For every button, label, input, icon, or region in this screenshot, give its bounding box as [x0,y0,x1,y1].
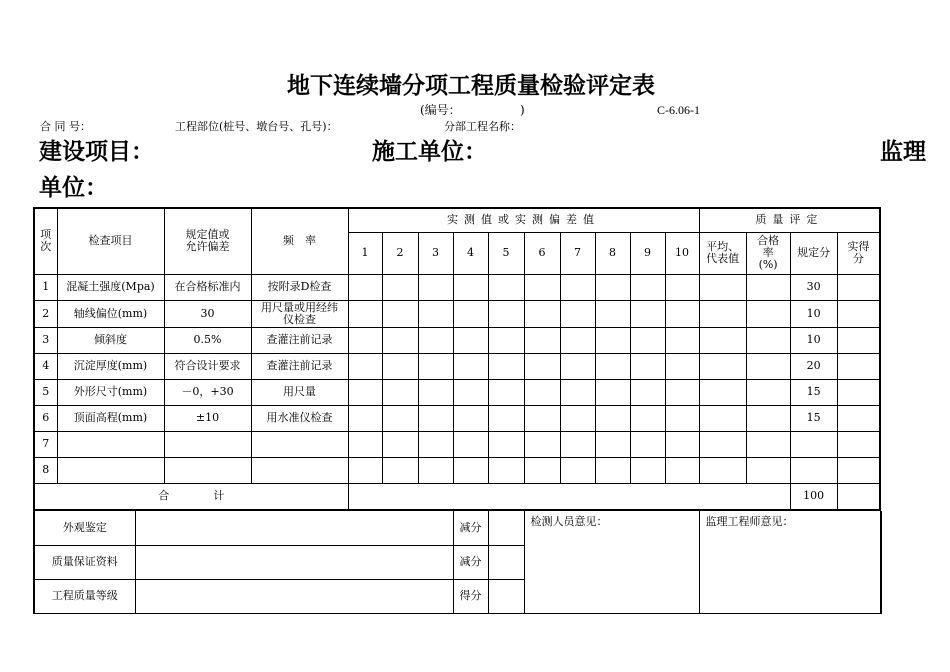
grade-score-label: 得分 [453,579,488,613]
header-spec: 规定值或 允许偏差 [164,208,251,274]
total-actual [837,483,880,510]
contractor-label: 施工单位： [372,139,487,165]
header-point-7: 7 [560,232,595,274]
row-no: 3 [34,327,57,353]
supervisor-label-cont: 单位： [39,175,108,201]
table-row [34,274,880,300]
actual-score-cell[interactable] [837,274,880,300]
measured-cell[interactable] [665,379,699,405]
supervisor-label: 监理 [880,139,926,165]
inspector-opinion[interactable]: 检测人员意见： [524,511,699,613]
row-freq: 用水准仪检查 [251,405,348,431]
measured-cell[interactable] [418,300,453,327]
quality-docs-label: 质量保证资料 [34,545,135,579]
measured-cell[interactable] [665,274,699,300]
row-no: 1 [34,274,57,300]
measured-cell[interactable] [595,379,630,405]
measured-cell[interactable] [595,353,630,379]
header-point-2: 2 [382,232,418,274]
pass-rate-cell[interactable] [746,327,790,353]
row-freq: 查灌注前记录 [251,353,348,379]
measured-cell[interactable] [524,353,560,379]
measured-cell[interactable] [453,431,488,457]
measured-cell[interactable] [348,300,382,327]
total-score: 100 [790,483,837,510]
header-point-1: 1 [348,232,382,274]
measured-cell[interactable] [418,327,453,353]
row-spec-score: 10 [790,327,837,353]
measured-cell[interactable] [524,327,560,353]
header-point-3: 3 [418,232,453,274]
contract-no-label: 合 同 号： [40,120,91,133]
measured-cell[interactable] [524,300,560,327]
table-row [34,405,880,431]
measured-cell[interactable] [524,274,560,300]
pass-rate-cell[interactable] [746,405,790,431]
row-spec-score: 30 [790,274,837,300]
measured-cell[interactable] [348,431,382,457]
measured-cell[interactable] [348,327,382,353]
pass-rate-cell[interactable] [746,457,790,483]
measured-cell[interactable] [453,300,488,327]
measured-cell[interactable] [560,379,595,405]
header-point-9: 9 [630,232,665,274]
measured-cell[interactable] [348,405,382,431]
header-quality: 质量评定 [699,208,880,232]
subproject-label: 分部工程名称： [444,120,521,133]
measured-cell[interactable] [665,353,699,379]
header-point-4: 4 [453,232,488,274]
row-item: 沉淀厚度(mm) [57,353,164,379]
measured-cell[interactable] [665,300,699,327]
row-spec: 在合格标准内 [164,274,251,300]
measured-cell[interactable] [595,300,630,327]
measured-cell[interactable] [560,327,595,353]
row-spec [164,457,251,483]
row-spec: 符合设计要求 [164,353,251,379]
pass-rate-cell[interactable] [746,274,790,300]
row-no: 6 [34,405,57,431]
row-no: 2 [34,300,57,327]
measured-cell[interactable] [488,300,524,327]
total-blank [348,483,790,510]
measured-cell[interactable] [630,300,665,327]
measured-cell[interactable] [665,405,699,431]
inspection-table [33,207,881,511]
measured-cell[interactable] [560,353,595,379]
measured-cell[interactable] [382,353,418,379]
row-freq: 用尺量或用经纬仪检查 [251,300,348,327]
header-avg: 平均、 代表值 [699,232,746,274]
measured-cell[interactable] [382,379,418,405]
measured-cell[interactable] [348,274,382,300]
supervisor-opinion[interactable]: 监理工程师意见： [699,511,881,613]
grade-score-value[interactable] [488,579,524,613]
row-no: 7 [34,431,57,457]
avg-cell[interactable] [699,327,746,353]
measured-cell[interactable] [418,405,453,431]
measured-cell[interactable] [630,457,665,483]
actual-score-cell[interactable] [837,353,880,379]
avg-cell[interactable] [699,431,746,457]
appearance-deduct-label: 减分 [453,511,488,545]
row-item: 轴线偏位(mm) [57,300,164,327]
pass-rate-cell[interactable] [746,353,790,379]
location-label: 工程部位(桩号、墩台号、孔号)： [175,120,338,133]
row-spec: 0.5% [164,327,251,353]
measured-cell[interactable] [418,379,453,405]
quality-docs-deduct-label: 减分 [453,545,488,579]
measured-cell[interactable] [453,379,488,405]
row-item: 顶面高程(mm) [57,405,164,431]
construction-project-label: 建设项目： [39,139,154,165]
measured-cell[interactable] [595,327,630,353]
code-number-close: ) [520,103,525,117]
measured-cell[interactable] [382,327,418,353]
measured-cell[interactable] [453,457,488,483]
table-row [34,457,880,483]
actual-score-cell[interactable] [837,300,880,327]
measured-cell[interactable] [630,379,665,405]
row-freq: 用尺量 [251,379,348,405]
header-freq: 频 率 [251,208,348,274]
measured-cell[interactable] [524,405,560,431]
measured-cell[interactable] [560,431,595,457]
grade-value[interactable] [135,579,453,613]
appearance-label: 外观鉴定 [34,511,135,545]
header-point-5: 5 [488,232,524,274]
table-row [34,431,880,457]
measured-cell[interactable] [382,405,418,431]
row-freq: 按附录D检查 [251,274,348,300]
header-point-6: 6 [524,232,560,274]
row-no: 4 [34,353,57,379]
measured-cell[interactable] [595,457,630,483]
table-row [34,327,880,353]
row-spec-score: 15 [790,405,837,431]
measured-cell[interactable] [665,457,699,483]
header-no: 项 次 [34,208,57,274]
appearance-value[interactable] [135,511,453,545]
measured-cell[interactable] [382,300,418,327]
measured-cell[interactable] [665,431,699,457]
avg-cell[interactable] [699,353,746,379]
measured-cell[interactable] [560,457,595,483]
table-row [34,379,880,405]
avg-cell[interactable] [699,405,746,431]
actual-score-cell[interactable] [837,457,880,483]
measured-cell[interactable] [560,405,595,431]
measured-cell[interactable] [560,300,595,327]
pass-rate-cell[interactable] [746,379,790,405]
measured-cell[interactable] [453,327,488,353]
actual-score-cell[interactable] [837,431,880,457]
row-spec: 30 [164,300,251,327]
row-item [57,457,164,483]
form-tables [33,207,880,614]
measured-cell[interactable] [348,353,382,379]
measured-cell[interactable] [382,431,418,457]
measured-cell[interactable] [630,431,665,457]
measured-cell[interactable] [418,274,453,300]
header-point-10: 10 [665,232,699,274]
measured-cell[interactable] [418,431,453,457]
measured-cell[interactable] [382,274,418,300]
row-item: 外形尺寸(mm) [57,379,164,405]
row-spec-score: 10 [790,300,837,327]
measured-cell[interactable] [488,353,524,379]
pass-rate-cell[interactable] [746,431,790,457]
measured-cell[interactable] [348,457,382,483]
measured-cell[interactable] [665,327,699,353]
row-spec: －0，+30 [164,379,251,405]
header-actual-score: 实得 分 [837,232,880,274]
row-freq: 查灌注前记录 [251,327,348,353]
actual-score-cell[interactable] [837,379,880,405]
measured-cell[interactable] [453,405,488,431]
measured-cell[interactable] [595,431,630,457]
measured-cell[interactable] [630,405,665,431]
avg-cell[interactable] [699,457,746,483]
appearance-deduct-value[interactable] [488,511,524,545]
header-spec-score: 规定分 [790,232,837,274]
measured-cell[interactable] [595,405,630,431]
row-spec-score: 15 [790,379,837,405]
header-measured: 实测值或实测偏差值 [348,208,699,232]
avg-cell[interactable] [699,379,746,405]
measured-cell[interactable] [524,431,560,457]
assessment-table [33,511,882,614]
row-spec-score: 20 [790,353,837,379]
row-spec: ±10 [164,405,251,431]
row-spec-score [790,431,837,457]
measured-cell[interactable] [488,431,524,457]
measured-cell[interactable] [524,379,560,405]
measured-cell[interactable] [453,274,488,300]
measured-cell[interactable] [488,274,524,300]
measured-cell[interactable] [630,327,665,353]
pass-rate-cell[interactable] [746,300,790,327]
row-spec-score [790,457,837,483]
avg-cell[interactable] [699,300,746,327]
table-row [34,353,880,379]
measured-cell[interactable] [560,274,595,300]
row-item [57,431,164,457]
quality-docs-deduct-value[interactable] [488,545,524,579]
measured-cell[interactable] [488,405,524,431]
row-spec [164,431,251,457]
measured-cell[interactable] [488,379,524,405]
measured-cell[interactable] [418,457,453,483]
code-number-label: (编号： [420,103,461,117]
avg-cell[interactable] [699,274,746,300]
measured-cell[interactable] [348,379,382,405]
measured-cell[interactable] [488,327,524,353]
table-row [34,300,880,327]
row-no: 8 [34,457,57,483]
form-code: C-6.06-1 [657,103,700,117]
row-item: 倾斜度 [57,327,164,353]
measured-cell[interactable] [453,353,488,379]
row-no: 5 [34,379,57,405]
measured-cell[interactable] [382,457,418,483]
actual-score-cell[interactable] [837,327,880,353]
quality-docs-value[interactable] [135,545,453,579]
measured-cell[interactable] [595,274,630,300]
measured-cell[interactable] [524,457,560,483]
actual-score-cell[interactable] [837,405,880,431]
total-label: 合 计 [34,483,348,510]
header-item: 检查项目 [57,208,164,274]
grade-label: 工程质量等级 [34,579,135,613]
row-item: 混凝土强度(Mpa) [57,274,164,300]
measured-cell[interactable] [630,274,665,300]
page-title: 地下连续墙分项工程质量检验评定表 [287,73,655,99]
row-freq [251,431,348,457]
row-freq [251,457,348,483]
measured-cell[interactable] [488,457,524,483]
measured-cell[interactable] [418,353,453,379]
header-pass-rate: 合格 率 (%) [746,232,790,274]
header-point-8: 8 [595,232,630,274]
measured-cell[interactable] [630,353,665,379]
